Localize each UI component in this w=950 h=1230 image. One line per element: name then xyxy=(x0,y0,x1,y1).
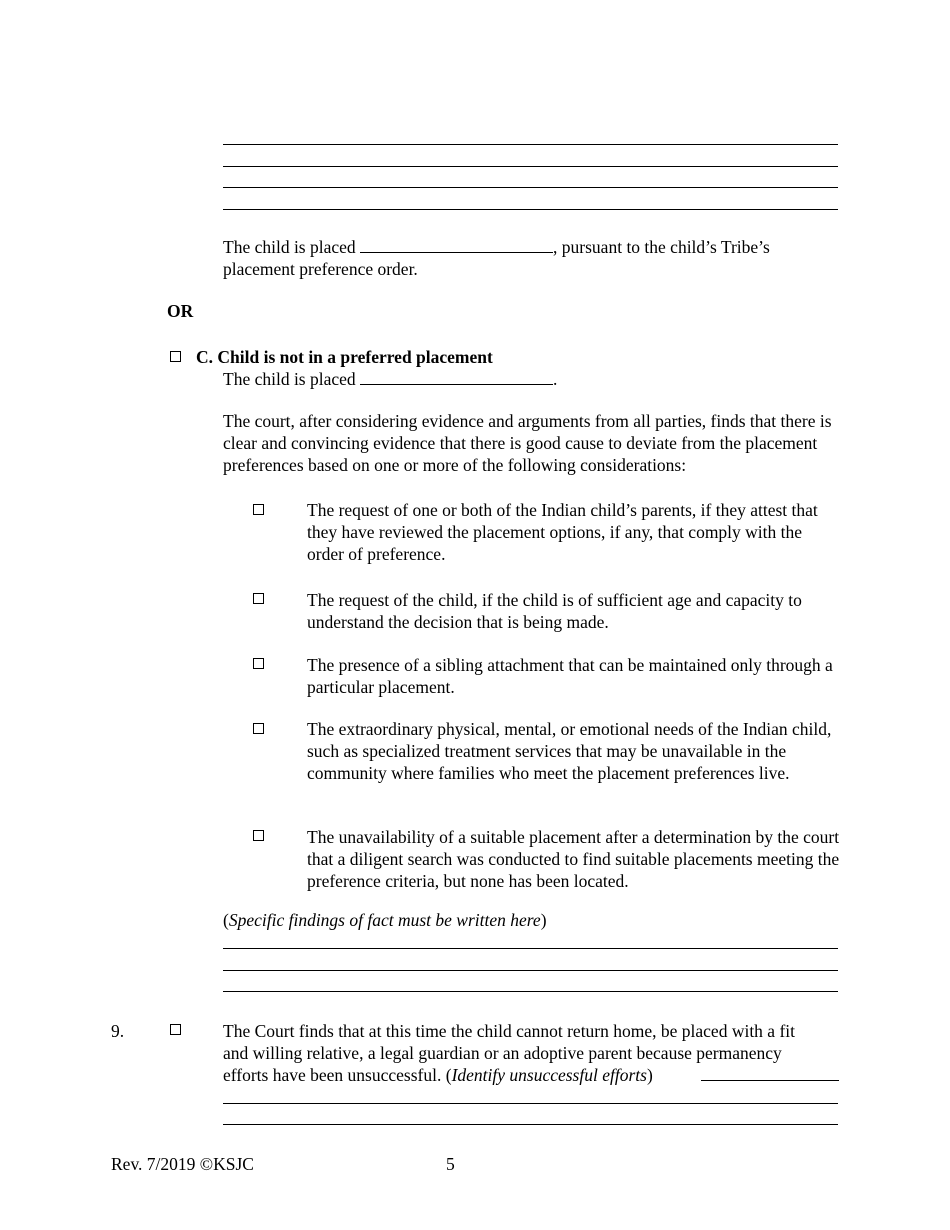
efforts-blank[interactable] xyxy=(701,1064,839,1081)
section-c-placement-statement xyxy=(223,368,839,390)
writing-line[interactable] xyxy=(223,209,838,210)
efforts-line[interactable] xyxy=(223,1124,838,1125)
page-number: 5 xyxy=(446,1154,455,1174)
placed-line2: placement preference order. xyxy=(223,259,418,279)
option-child-request: The request of the child, if the child is of sufficient age and capacity to understand the decision that is being made. xyxy=(307,590,802,632)
item-9-line: and willing relative, a legal guardian or an adoptive parent because permanency xyxy=(223,1043,782,1063)
paren-close: ) xyxy=(540,910,547,930)
or-label: OR xyxy=(167,301,194,321)
placement-blank[interactable] xyxy=(360,236,553,253)
item-9-line: The Court finds that at this time the child cannot return home, be placed with a fit xyxy=(223,1021,795,1041)
paren-open: ( xyxy=(223,910,229,930)
item-number: 9. xyxy=(111,1021,125,1041)
option-sibling-attachment: The presence of a sibling attachment that can be maintained only through a particular placement. xyxy=(307,655,833,697)
tribe-placement-statement xyxy=(223,236,839,280)
option-checkbox[interactable] xyxy=(253,723,264,734)
item-9-line3-prefix: efforts have been unsuccessful. ( xyxy=(223,1065,452,1085)
writing-line[interactable] xyxy=(223,166,838,167)
placement-blank[interactable] xyxy=(360,368,553,385)
option-checkbox[interactable] xyxy=(253,830,264,841)
efforts-line[interactable] xyxy=(223,1103,838,1104)
specific-findings-label xyxy=(223,909,839,931)
option-unavailability: The unavailability of a suitable placement after a determination by the court that a diligent search was conducted to find suitable placements meeting the preference criteria, but none has been located. xyxy=(307,827,840,891)
placed-suffix: . xyxy=(553,369,558,389)
placed-suffix: , pursuant to the child’s Tribe’s xyxy=(553,237,770,257)
item-9-text xyxy=(223,1020,839,1086)
option-checkbox[interactable] xyxy=(253,658,264,669)
findings-line[interactable] xyxy=(223,948,838,949)
item-9-line xyxy=(223,1064,839,1086)
option-extraordinary-needs: The extraordinary physical, mental, or emotional needs of the Indian child, such as specialized treatment services that may be unavailable in the community where families who meet the placement preferences live. xyxy=(307,719,832,783)
section-c-checkbox[interactable] xyxy=(170,351,181,362)
option-checkbox[interactable] xyxy=(253,593,264,604)
option-parents-request: The request of one or both of the Indian child’s parents, if they attest that they have reviewed the placement options, if any, that comply with the order of preference. xyxy=(307,500,818,564)
option-checkbox[interactable] xyxy=(253,504,264,515)
section-c-heading: C. Child is not in a preferred placement xyxy=(196,347,493,367)
court-findings-paragraph: The court, after considering evidence and arguments from all parties, finds that there is clear and convincing evidence that there is good cause to deviate from the placement preferences based on one or more of the following considerations: xyxy=(223,411,832,475)
findings-instruction: Specific findings of fact must be written here xyxy=(228,910,541,930)
placed-prefix: The child is placed xyxy=(223,237,356,257)
paren-close: ) xyxy=(646,1065,653,1085)
placed-prefix: The child is placed xyxy=(223,369,356,389)
findings-line[interactable] xyxy=(223,991,838,992)
writing-line[interactable] xyxy=(223,144,838,145)
item-9-checkbox[interactable] xyxy=(170,1024,181,1035)
writing-line[interactable] xyxy=(223,187,838,188)
identify-efforts-label: Identify unsuccessful efforts xyxy=(451,1065,647,1085)
findings-line[interactable] xyxy=(223,970,838,971)
footer-revision: Rev. 7/2019 ©KSJC xyxy=(111,1154,254,1174)
